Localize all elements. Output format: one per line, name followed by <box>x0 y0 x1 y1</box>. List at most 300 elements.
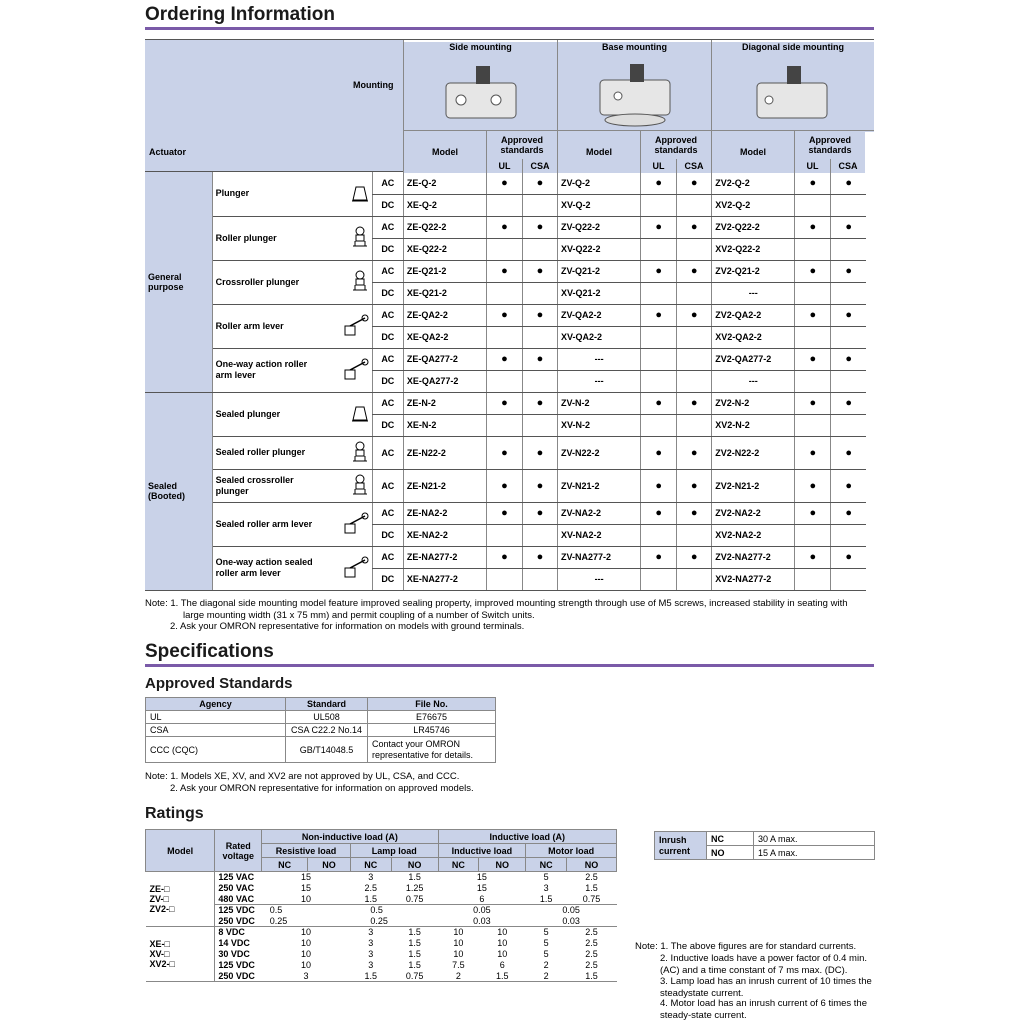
approval-mark: ● <box>486 172 522 194</box>
approval-mark <box>641 524 677 546</box>
model-diagonal: ZV2-Q-2 <box>712 172 795 194</box>
table-row <box>145 304 866 326</box>
lamp-no: 1.25 <box>405 883 424 893</box>
ratings-note-3: 3. Lamp load has an inrush current of 10 times the steadystate current. <box>660 976 872 999</box>
motor-nc: 5 <box>526 927 567 938</box>
approval-mark <box>795 282 831 304</box>
model-base: --- <box>558 370 641 392</box>
approved-standards-header: Approved standards <box>640 131 711 159</box>
col-lamp: Lamp load <box>350 844 438 858</box>
model-side: XE-Q-2 <box>403 194 486 216</box>
group-label: General purpose <box>145 172 212 392</box>
approval-mark <box>831 238 866 260</box>
approval-mark: ● <box>677 172 712 194</box>
ul-header: UL <box>486 159 522 173</box>
approval-mark: ● <box>522 502 557 524</box>
approval-mark <box>522 326 557 348</box>
approval-mark <box>831 370 866 392</box>
lamp-nc: 1.5 <box>350 971 391 982</box>
col-inductive-sub: Inductive load <box>438 844 526 858</box>
model-base: XV-QA2-2 <box>558 326 641 348</box>
approval-mark: ● <box>795 172 831 194</box>
current-type: AC <box>372 304 403 326</box>
model-diagonal: ZV2-QA2-2 <box>712 304 795 326</box>
cell: CSA <box>146 724 286 737</box>
approval-mark: ● <box>831 304 866 326</box>
approval-mark: ● <box>522 392 557 414</box>
approval-mark: ● <box>641 469 677 502</box>
approval-mark: ● <box>831 546 866 568</box>
approved-standards-table <box>145 697 496 763</box>
lamp-no: 1.5 <box>391 927 438 938</box>
nc-header: NC <box>350 858 391 872</box>
col-model: Model <box>146 830 215 872</box>
model-header: Model <box>557 131 640 173</box>
rated-voltage: 250 VAC <box>218 883 255 893</box>
rated-voltage: 250 VDC <box>218 915 255 926</box>
table-row <box>145 260 866 282</box>
approval-mark <box>831 282 866 304</box>
motor-value: 0.05 <box>526 905 617 916</box>
lamp-no: 1.5 <box>408 960 421 970</box>
model-diagonal: ZV2-N-2 <box>712 392 795 414</box>
col-agency: Agency <box>146 698 286 711</box>
approval-mark <box>677 194 712 216</box>
model-base: XV-Q-2 <box>558 194 641 216</box>
model-side: ZE-QA277-2 <box>403 348 486 370</box>
model-side: XE-QA2-2 <box>403 326 486 348</box>
base-mounting-label: Base mounting <box>558 42 711 132</box>
current-type: AC <box>372 216 403 238</box>
current-type: AC <box>372 502 403 524</box>
current-type: DC <box>372 524 403 546</box>
approval-mark <box>831 326 866 348</box>
model-base: --- <box>558 568 641 590</box>
lamp-nc: 3 <box>350 872 391 883</box>
inductive-value: 15 <box>476 883 487 893</box>
model-diagonal: ZV2-N21-2 <box>712 469 795 502</box>
current-type: DC <box>372 568 403 590</box>
inductive-value: 0.03 <box>473 915 491 926</box>
approval-mark <box>486 524 522 546</box>
approval-mark: ● <box>641 546 677 568</box>
approval-mark <box>486 194 522 216</box>
current-type: AC <box>372 172 403 194</box>
side-mounting-label: Side mounting <box>404 42 557 132</box>
inductive-nc: 10 <box>438 927 479 938</box>
actuator-name: Roller plunger <box>212 216 372 260</box>
lamp-nc: 2.5 <box>364 883 378 893</box>
current-type: AC <box>372 392 403 414</box>
motor-nc: 3 <box>543 883 549 893</box>
model-side: ZE-NA2-2 <box>403 502 486 524</box>
approval-mark: ● <box>831 348 866 370</box>
approval-mark: ● <box>522 348 557 370</box>
ratings-note-4: 4. Motor load has an inrush current of 6 times the steady-state current. <box>660 998 867 1021</box>
current-type: AC <box>372 469 403 502</box>
model-side: ZE-N-2 <box>403 392 486 414</box>
lamp-no: 1.5 <box>408 938 421 948</box>
approval-mark: ● <box>795 502 831 524</box>
rated-voltage: 14 VDC <box>218 938 250 948</box>
inductive-no: 10 <box>479 927 526 938</box>
motor-nc: 5 <box>543 949 549 959</box>
approval-mark <box>522 524 557 546</box>
approval-mark: ● <box>677 469 712 502</box>
cell: 30 A max. <box>754 832 875 846</box>
table-row <box>146 711 496 724</box>
approval-mark: ● <box>831 392 866 414</box>
approval-mark: ● <box>677 436 712 469</box>
approval-mark: ● <box>831 469 866 502</box>
approval-mark <box>641 282 677 304</box>
approval-mark <box>795 568 831 590</box>
table-row <box>145 392 866 414</box>
motor-nc: 1.5 <box>539 893 553 904</box>
model-diagonal: XV2-N-2 <box>712 414 795 436</box>
cell: NC <box>707 832 754 846</box>
motor-nc: 2 <box>526 971 567 982</box>
approval-mark <box>486 414 522 436</box>
approval-mark: ● <box>677 304 712 326</box>
csa-header: CSA <box>676 159 711 173</box>
approval-mark <box>641 194 677 216</box>
table-row <box>145 546 866 568</box>
col-resistive: Resistive load <box>262 844 351 858</box>
approval-mark: ● <box>641 172 677 194</box>
actuator-name: Sealed roller plunger <box>212 436 372 469</box>
lamp-nc: 3 <box>368 960 374 970</box>
approval-mark: ● <box>795 260 831 282</box>
cell: CCC (CQC) <box>146 737 286 763</box>
ordering-title: Ordering Information <box>145 4 335 25</box>
rated-voltage: 8 VDC <box>215 927 262 938</box>
lamp-no: 1.5 <box>391 872 438 883</box>
col-file-no: File No. <box>368 698 496 711</box>
resistive-value: 15 <box>301 883 312 893</box>
approval-mark <box>641 414 677 436</box>
spec-rule <box>145 664 874 667</box>
motor-no: 1.5 <box>585 883 598 893</box>
motor-value: 0.03 <box>562 915 580 926</box>
col-rated-voltage: Rated voltage <box>215 830 262 872</box>
actuator-name: One-way action roller arm lever <box>212 348 372 392</box>
approval-mark: ● <box>641 304 677 326</box>
nc-header: NC <box>262 858 308 872</box>
approval-mark: ● <box>522 304 557 326</box>
model-side: XE-N-2 <box>403 414 486 436</box>
approval-mark: ● <box>677 392 712 414</box>
inductive-value: 6 <box>479 893 485 904</box>
model-base: ZV-N-2 <box>558 392 641 414</box>
model-diagonal: XV2-QA2-2 <box>712 326 795 348</box>
approval-mark: ● <box>677 546 712 568</box>
table-row <box>145 436 866 469</box>
rated-voltage: 480 VAC <box>218 893 255 904</box>
actuator-icon <box>343 314 369 338</box>
inductive-value: 0.05 <box>438 905 526 916</box>
resistive-value: 10 <box>262 927 351 938</box>
table-row <box>145 348 866 370</box>
motor-no: 2.5 <box>566 927 616 938</box>
lamp-nc: 1.5 <box>364 893 378 904</box>
approval-mark <box>831 414 866 436</box>
model-diagonal: --- <box>712 370 795 392</box>
approval-mark: ● <box>831 436 866 469</box>
approved-standards-title: Approved Standards <box>145 675 293 692</box>
cell: Contact your OMRON representative for details. <box>368 737 496 763</box>
inrush-label: Inrush current <box>655 832 707 860</box>
approval-mark: ● <box>522 216 557 238</box>
actuator-name: Roller arm lever <box>212 304 372 348</box>
no-header: NO <box>391 858 438 872</box>
motor-no: 2.5 <box>566 872 616 883</box>
model-base: ZV-N21-2 <box>558 469 641 502</box>
current-type: DC <box>372 282 403 304</box>
approval-mark: ● <box>677 260 712 282</box>
approval-mark: ● <box>795 392 831 414</box>
table-row <box>146 737 496 763</box>
model-base: XV-Q21-2 <box>558 282 641 304</box>
actuator-name: Crossroller plunger <box>212 260 372 304</box>
current-type: AC <box>372 260 403 282</box>
actuator-name: One-way action sealed roller arm lever <box>212 546 372 590</box>
resistive-value: 3 <box>262 971 351 982</box>
current-type: DC <box>372 414 403 436</box>
model-base: XV-Q22-2 <box>558 238 641 260</box>
inductive-nc: 10 <box>453 938 464 948</box>
model-base: XV-NA2-2 <box>558 524 641 546</box>
table-row <box>145 469 866 502</box>
approval-mark <box>486 568 522 590</box>
model-subheader <box>403 130 874 172</box>
approval-mark: ● <box>795 436 831 469</box>
approval-mark: ● <box>486 348 522 370</box>
resistive-value: 0.5 <box>262 905 351 916</box>
ordering-note-2: 2. Ask your OMRON representative for information on models with ground terminals. <box>170 621 525 632</box>
no-header: NO <box>308 858 351 872</box>
approval-mark: ● <box>522 436 557 469</box>
motor-nc: 5 <box>543 938 549 948</box>
ordering-note-1b: large mounting width (31 x 75 mm) and permit coupling of a number of Switch units. <box>183 610 535 621</box>
group-label: Sealed (Booted) <box>145 392 212 590</box>
ul-header: UL <box>640 159 676 173</box>
resistive-value: 15 <box>262 872 351 883</box>
model-diagonal: ZV2-Q22-2 <box>712 216 795 238</box>
inductive-no: 10 <box>497 949 508 959</box>
approval-mark <box>831 194 866 216</box>
approval-mark <box>486 370 522 392</box>
approval-mark <box>795 194 831 216</box>
approval-mark <box>522 282 557 304</box>
current-type: AC <box>372 436 403 469</box>
switch-side-image <box>436 58 526 128</box>
model-base: ZV-Q-2 <box>558 172 641 194</box>
approval-mark: ● <box>831 502 866 524</box>
approval-mark: ● <box>486 304 522 326</box>
current-type: DC <box>372 238 403 260</box>
model-base: ZV-Q21-2 <box>558 260 641 282</box>
rated-voltage: 30 VDC <box>218 949 250 959</box>
actuator-icon <box>351 226 369 250</box>
no-header: NO <box>566 858 616 872</box>
model-base: ZV-NA2-2 <box>558 502 641 524</box>
approval-mark <box>677 238 712 260</box>
model-diagonal: XV2-NA277-2 <box>712 568 795 590</box>
model-base: ZV-NA277-2 <box>558 546 641 568</box>
model-side: XE-Q22-2 <box>403 238 486 260</box>
inductive-nc: 2 <box>438 971 479 982</box>
approval-mark: ● <box>486 436 522 469</box>
cell: UL508 <box>286 711 368 724</box>
cell: UL <box>146 711 286 724</box>
actuator-icon <box>351 183 369 205</box>
ordering-table <box>145 172 866 591</box>
model-diagonal: ZV2-NA277-2 <box>712 546 795 568</box>
cell: 15 A max. <box>754 846 875 860</box>
model-side: ZE-N21-2 <box>403 469 486 502</box>
approval-mark <box>522 414 557 436</box>
ratings-note-2: 2. Inductive loads have a power factor of 0.4 min. (AC) and a time constant of 7 ms max. (DC). <box>660 953 868 976</box>
csa-header: CSA <box>830 159 865 173</box>
approval-mark: ● <box>641 260 677 282</box>
rated-voltage: 125 VDC <box>215 905 262 916</box>
approval-mark <box>677 568 712 590</box>
no-header: NO <box>479 858 526 872</box>
approval-mark <box>522 370 557 392</box>
approval-mark <box>795 370 831 392</box>
csa-header: CSA <box>522 159 557 173</box>
motor-nc: 2 <box>543 960 549 970</box>
title-rule <box>145 27 874 30</box>
specifications-title: Specifications <box>145 641 274 662</box>
model-side: XE-QA277-2 <box>403 370 486 392</box>
model-side: ZE-QA2-2 <box>403 304 486 326</box>
table-row <box>145 502 866 524</box>
approval-mark: ● <box>641 392 677 414</box>
actuator-icon <box>351 270 369 294</box>
inductive-no: 10 <box>497 938 508 948</box>
model-side: ZE-Q22-2 <box>403 216 486 238</box>
actuator-icon <box>351 403 369 425</box>
model-base: ZV-N22-2 <box>558 436 641 469</box>
approval-mark <box>641 238 677 260</box>
ratings-title: Ratings <box>145 805 204 822</box>
rated-voltage: 125 VAC <box>215 872 262 883</box>
model-base: ZV-QA2-2 <box>558 304 641 326</box>
approval-mark: ● <box>486 392 522 414</box>
approval-mark <box>795 238 831 260</box>
approval-mark <box>641 348 677 370</box>
switch-base-image <box>590 58 680 130</box>
model-diagonal: XV2-Q22-2 <box>712 238 795 260</box>
table-row <box>146 724 496 737</box>
ul-header: UL <box>794 159 830 173</box>
resistive-value: 10 <box>301 949 312 959</box>
actuator-icon <box>351 474 369 498</box>
approval-mark <box>677 326 712 348</box>
approval-mark <box>522 238 557 260</box>
resistive-value: 0.25 <box>269 915 288 926</box>
nc-header: NC <box>526 858 567 872</box>
approval-mark <box>795 414 831 436</box>
approval-mark: ● <box>641 436 677 469</box>
ratings-note-1: Note: 1. The above figures are for standard currents. <box>635 941 857 952</box>
lamp-no: 1.5 <box>408 949 421 959</box>
mounting-label: Mounting <box>353 80 394 90</box>
motor-no: 2.5 <box>585 938 598 948</box>
ratings-table <box>145 829 617 982</box>
model-diagonal: ZV2-N22-2 <box>712 436 795 469</box>
approval-mark: ● <box>795 469 831 502</box>
lamp-value: 0.5 <box>350 905 438 916</box>
inrush-current-table <box>654 831 875 860</box>
actuator-name: Sealed crossroller plunger <box>212 469 372 502</box>
approval-mark: ● <box>795 348 831 370</box>
approved-standards-header: Approved standards <box>794 131 865 159</box>
approval-mark: ● <box>522 172 557 194</box>
approval-mark: ● <box>486 260 522 282</box>
approval-mark <box>831 568 866 590</box>
actuator-icon <box>343 358 369 382</box>
model-diagonal: XV2-NA2-2 <box>712 524 795 546</box>
actuator-icon <box>343 556 369 580</box>
current-type: DC <box>372 326 403 348</box>
inductive-no: 6 <box>499 960 505 970</box>
rated-voltage: 125 VDC <box>218 960 255 970</box>
approval-mark: ● <box>831 216 866 238</box>
approval-mark <box>795 524 831 546</box>
approval-mark: ● <box>795 546 831 568</box>
model-diagonal: XV2-Q-2 <box>712 194 795 216</box>
model-side: ZE-N22-2 <box>403 436 486 469</box>
inductive-value: 15 <box>438 872 526 883</box>
approval-mark <box>831 524 866 546</box>
motor-no: 2.5 <box>585 960 598 970</box>
approval-mark: ● <box>831 260 866 282</box>
cell: NO <box>707 846 754 860</box>
approval-mark <box>677 348 712 370</box>
model-base: ZV-Q22-2 <box>558 216 641 238</box>
model-side: XE-NA277-2 <box>403 568 486 590</box>
lamp-nc: 3 <box>350 927 391 938</box>
switch-diagonal-image <box>747 58 837 128</box>
approval-mark <box>522 194 557 216</box>
col-inductive: Inductive load (A) <box>438 830 616 844</box>
diagonal-mounting-label: Diagonal side mounting <box>712 42 874 132</box>
ordering-note-1: Note: 1. The diagonal side mounting model feature improved sealing property, improved mounting strength through use of M5 screws, increased stability in seating with <box>145 598 848 609</box>
approval-mark: ● <box>522 546 557 568</box>
approval-mark <box>677 414 712 436</box>
actuator-name: Sealed roller arm lever <box>212 502 372 546</box>
current-type: DC <box>372 370 403 392</box>
motor-no: 2.5 <box>585 949 598 959</box>
table-row <box>145 172 866 194</box>
approval-mark <box>486 238 522 260</box>
lamp-nc: 3 <box>368 949 374 959</box>
actuator-name: Plunger <box>212 172 372 216</box>
lamp-value: 0.25 <box>370 915 388 926</box>
lamp-nc: 3 <box>368 938 374 948</box>
model-side: ZE-Q21-2 <box>403 260 486 282</box>
model-group-z: ZE-□ ZV-□ ZV2-□ <box>146 872 215 927</box>
current-type: AC <box>372 348 403 370</box>
approval-mark: ● <box>831 172 866 194</box>
spec-note-1: Note: 1. Models XE, XV, and XV2 are not approved by UL, CSA, and CCC. <box>145 771 460 782</box>
model-side: ZE-Q-2 <box>403 172 486 194</box>
approval-mark: ● <box>486 546 522 568</box>
actuator-icon <box>351 441 369 465</box>
